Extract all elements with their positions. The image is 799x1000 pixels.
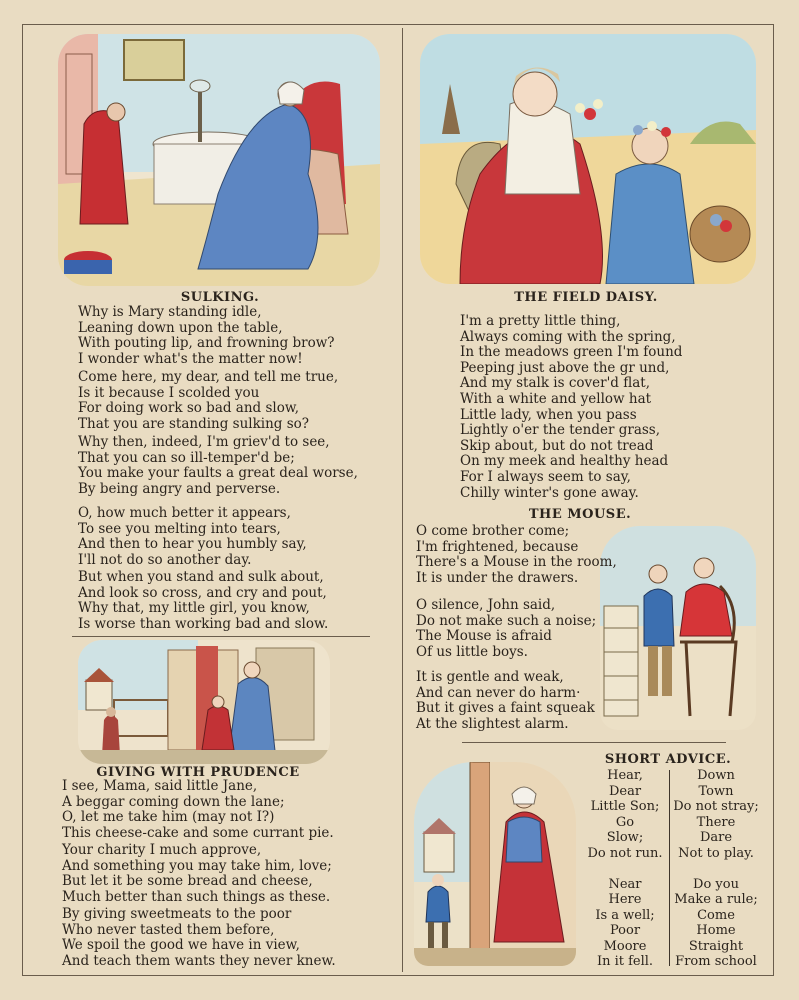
poem-line: O silence, John said, — [416, 597, 556, 613]
advice-right-column — [672, 768, 760, 970]
advice-line: Do you — [693, 876, 739, 892]
poem-line: Do not make such a noise; — [416, 612, 597, 629]
advice-line: Not to play. — [678, 845, 754, 861]
poem-line: Who never tasted them before, — [62, 921, 275, 938]
poem-line: Always coming with the spring, — [460, 328, 676, 345]
advice-line: Straight — [688, 938, 744, 954]
poem-line: For doing work so bad and slow, — [78, 400, 300, 417]
poem-line: You make your faults a great deal worse, — [78, 465, 358, 482]
poem-line: Is worse than working bad and slow. — [78, 615, 329, 632]
poem-line: It is under the drawers. — [416, 569, 579, 586]
advice-line: Near — [608, 876, 642, 892]
poem-line: A beggar coming down the lane; — [62, 793, 285, 810]
mouse-stanza-2 — [416, 598, 596, 660]
advice-line — [582, 861, 668, 877]
poem-line: And look so cross, and cry and pout, — [78, 584, 327, 601]
poem-line: With a white and yellow hat — [460, 390, 652, 407]
advice-line: Moore — [603, 938, 647, 954]
advice-left-column — [582, 768, 668, 970]
poem-line: Come here, my dear, and tell me true, — [78, 369, 339, 385]
advice-line: Town — [698, 783, 734, 799]
advice-line: There — [696, 814, 736, 830]
poem-line: And my stalk is cover'd flat, — [460, 375, 650, 392]
advice-line: Is a well; — [595, 907, 655, 923]
giving-stanza-2 — [62, 843, 332, 905]
poem-line: This cheese-cake and some currant pie. — [62, 824, 334, 841]
poem-line: There's a Mouse in the room, — [416, 554, 617, 571]
poem-line: I'm a pretty little thing, — [460, 313, 621, 329]
poem-line: At the slightest alarm. — [416, 715, 569, 732]
daisy-poem — [460, 314, 682, 501]
sulking-title: SULKING. — [180, 290, 260, 305]
poem-line: Why is Mary standing idle, — [78, 304, 262, 320]
giving-illustration — [78, 640, 330, 764]
poem-line: O come brother come; — [416, 523, 570, 539]
poem-line: And teach them wants they never knew. — [62, 952, 336, 969]
poem-line: Peeping just above the gr und, — [460, 359, 670, 376]
poem-line: O, how much better it appears, — [78, 505, 291, 521]
advice-line: In it fell. — [596, 954, 654, 969]
poem-line: We spoil the good we have in view, — [62, 937, 300, 954]
poem-line: It is gentle and weak, — [416, 669, 564, 685]
advice-column-divider — [669, 770, 670, 966]
poem-line: With pouting lip, and frowning brow? — [78, 335, 335, 352]
poem-line: By being angry and perverse. — [78, 480, 281, 497]
sulking-stanza-4 — [78, 506, 307, 568]
advice-line: Slow; — [606, 830, 644, 845]
poem-line: Skip about, but do not tread — [460, 437, 654, 454]
sulking-illustration — [58, 34, 380, 286]
poem-line: That you can so ill-temper'd be; — [78, 449, 295, 466]
advice-line: Come — [697, 907, 735, 923]
giving-title: GIVING WITH PRUDENCE — [96, 765, 300, 780]
advice-illustration — [414, 762, 576, 966]
mouse-stanza-1 — [416, 524, 617, 586]
advice-line: Dear — [608, 783, 642, 799]
poem-line: But it gives a faint squeak — [416, 700, 595, 717]
poem-line: I'm frightened, because — [416, 538, 579, 555]
advice-line — [672, 861, 760, 877]
poem-line: But let it be some bread and cheese, — [62, 873, 313, 890]
sulking-stanza-5 — [78, 570, 328, 632]
daisy-illustration — [420, 34, 756, 284]
giving-stanza-3 — [62, 907, 336, 969]
advice-line: Little Son; — [590, 799, 660, 814]
poem-line: Lightly o'er the tender grass, — [460, 422, 661, 439]
poem-line: The Mouse is afraid — [416, 628, 552, 645]
poem-line: And something you may take him, love; — [62, 857, 332, 874]
poem-line: Is it because I scolded you — [78, 384, 260, 401]
advice-line: Here — [608, 892, 642, 907]
poem-line: Of us little boys. — [416, 643, 528, 660]
poem-line: Chilly winter's gone away. — [460, 484, 639, 501]
advice-line: Down — [697, 768, 735, 783]
mouse-title: THE MOUSE. — [528, 507, 632, 522]
advice-line: Do not stray; — [673, 799, 759, 814]
advice-line: Poor — [609, 923, 641, 938]
sulking-stanza-3 — [78, 435, 358, 497]
poem-line: Why then, indeed, I'm griev'd to see, — [78, 434, 330, 450]
poem-line: But when you stand and sulk about, — [78, 569, 324, 585]
poem-line: And can never do harm· — [416, 684, 581, 701]
poem-line: Your charity I much approve, — [62, 842, 262, 858]
column-divider — [402, 28, 403, 972]
daisy-title: THE FIELD DAISY. — [514, 290, 658, 305]
poem-line: Leaning down upon the table, — [78, 319, 283, 336]
advice-line: Go — [615, 814, 635, 830]
advice-line: Hear, — [607, 768, 643, 783]
poem-line: And then to hear you humbly say, — [78, 536, 307, 553]
poem-line: Why that, my little girl, you know, — [78, 600, 310, 617]
giving-stanza-1 — [62, 779, 334, 841]
poem-line: Little lady, when you pass — [460, 406, 637, 423]
mouse-stanza-3 — [416, 670, 595, 732]
poem-line: I'll not do so another day. — [78, 551, 252, 568]
section-divider — [72, 636, 370, 637]
advice-line: From school — [675, 954, 757, 969]
poem-line: To see you melting into tears, — [78, 520, 281, 537]
poem-line: On my meek and healthy head — [460, 453, 669, 470]
advice-line: Home — [696, 923, 736, 938]
mouse-illustration — [600, 526, 756, 730]
poem-line: In the meadows green I'm found — [460, 344, 683, 361]
poem-line: That you are standing sulking so? — [78, 415, 310, 432]
advice-line: Dare — [699, 830, 733, 845]
poem-line: O, let me take him (may not I?) — [62, 809, 275, 826]
sulking-stanza-2 — [78, 370, 338, 432]
poem-line: I see, Mama, said little Jane, — [62, 778, 258, 794]
poem-line: By giving sweetmeats to the poor — [62, 906, 292, 922]
advice-title: SHORT ADVICE. — [604, 752, 732, 767]
poem-line: I wonder what's the matter now! — [78, 350, 303, 367]
sulking-stanza-1 — [78, 305, 335, 367]
section-divider — [462, 742, 726, 743]
advice-line: Do not run. — [587, 845, 663, 861]
advice-line: Make a rule; — [674, 892, 758, 907]
poem-line: Much better than such things as these. — [62, 888, 331, 905]
poem-line: For I always seem to say, — [460, 468, 631, 485]
